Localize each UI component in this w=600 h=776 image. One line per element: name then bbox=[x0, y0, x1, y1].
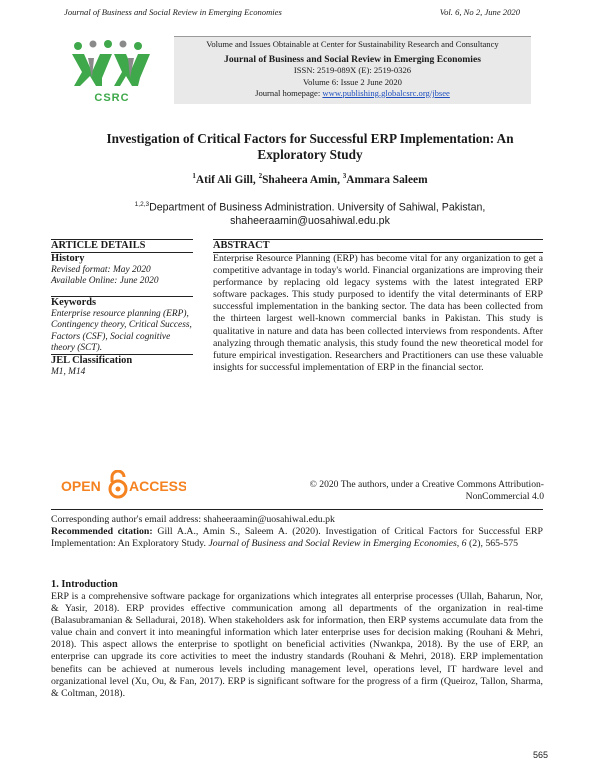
correspondence-block bbox=[51, 514, 543, 551]
csrc-logo-text: CSRC bbox=[94, 92, 130, 104]
page-number: 565 bbox=[532, 750, 548, 760]
history-revised: Revised format: May 2020 bbox=[51, 265, 151, 275]
keywords-list: Enterprise resource planning (ERP), Contingency theory, Critical Success, Factors (CSF), Social cognitive theory (SCT). bbox=[51, 308, 192, 354]
author-list bbox=[100, 172, 520, 186]
jel-codes: M1, M14 bbox=[51, 367, 86, 378]
affiliation-text: Department of Business Administration. University of Sahiwal, Pakistan, bbox=[149, 201, 486, 214]
open-lock-icon bbox=[110, 471, 126, 497]
journal-availability-line: Volume and Issues Obtainable at Center for Sustainability Research and Consultancy bbox=[206, 39, 499, 49]
keywords-label: Keywords bbox=[51, 296, 97, 308]
details-heading: ARTICLE DETAILS bbox=[51, 240, 146, 251]
running-header-journal: Journal of Business and Social Review in Emerging Economies bbox=[64, 7, 282, 17]
citation-label: Recommended citation: bbox=[51, 526, 153, 538]
journal-homepage bbox=[174, 88, 531, 99]
author-2-name: Shaheera Amin, bbox=[262, 173, 343, 186]
recommended-citation bbox=[51, 526, 543, 550]
license-line-2: NonCommercial 4.0 bbox=[465, 491, 544, 502]
open-access-right-text: ACCESS bbox=[129, 478, 186, 494]
open-access-graphic bbox=[61, 470, 186, 500]
license-line-1: © 2020 The authors, under a Creative Commons Attribution- bbox=[309, 479, 544, 490]
citation-pages: (2), 565-575 bbox=[466, 538, 519, 550]
open-access-left-text: OPEN bbox=[61, 478, 101, 494]
license-notice bbox=[290, 479, 544, 503]
author-1-name: Atif Ali Gill, bbox=[195, 173, 259, 186]
journal-issn: ISSN: 2519-089X (E): 2519-0326 bbox=[293, 65, 412, 76]
author-3-name: Ammara Saleem bbox=[346, 173, 428, 186]
citation-journal: Journal of Business and Social Review in Emerging Economies, 6 bbox=[208, 538, 467, 550]
article-title: Investigation of Critical Factors for Successful ERP Implementation: An Exploratory Study bbox=[106, 131, 514, 162]
introduction-section bbox=[51, 579, 543, 700]
introduction-heading: 1. Introduction bbox=[51, 579, 118, 590]
correspondence-rule bbox=[51, 509, 543, 510]
author-3-sup: 3 bbox=[342, 172, 347, 180]
running-header-volume: Vol. 6, No 2, June 2020 bbox=[439, 7, 520, 17]
citation-text: Gill A.A., Amin S., Saleem A. (2020). Investigation of Critical Factors for Successful ERP Implementation: An Exploratory Study. bbox=[51, 526, 543, 550]
journal-name: Journal of Business and Social Review in Emerging Economies bbox=[224, 54, 481, 66]
open-access-logo bbox=[61, 470, 186, 500]
affiliation-sup: 1,2,3 bbox=[134, 201, 150, 208]
homepage-label: Journal homepage: bbox=[255, 87, 323, 98]
affiliation bbox=[100, 198, 520, 228]
homepage-link[interactable]: www.publishing.globalcsrc.org/jbsee bbox=[322, 87, 450, 98]
jel-label: JEL Classification bbox=[51, 355, 133, 367]
corresponding-email: Corresponding author's email address: shaheeraamin@uosahiwal.edu.pk bbox=[51, 514, 335, 525]
abstract-text: Enterprise Resource Planning (ERP) has become vital for any organization to get a competitive advantage in today's world. Financial organizations are improving their performance by replacing old legacy systems with the latest integrated ERP software packages. This study purposed to identify the vital determinants of ERP successful implementation in the banking sector. The data has been collected from the thirteen largest well-known commercial banks in Pakistan. This study is qualitative in nature and data has been collected interviews from respondents. After analyzing through thematic analysis, this study found the new theoretical model for future empirical investigation. Researchers and Practitioners can use these valuable insights for successful implementation of ERP in the financial sector. bbox=[213, 253, 543, 373]
author-1-sup: 1 bbox=[192, 172, 196, 180]
csrc-logo-graphic bbox=[68, 38, 156, 106]
journal-info-box bbox=[174, 36, 531, 104]
history-available: Available Online: June 2020 bbox=[51, 276, 159, 287]
author-2-sup: 2 bbox=[258, 172, 263, 180]
journal-issue: Volume 6: Issue 2 June 2020 bbox=[303, 76, 402, 87]
introduction-text: ERP is a comprehensive software package for organizations which integrates all enterprise processes (Ullah, Baharun, Nor, & Yasir, 2018). ERP provides effective communication among all departments of the organization in real-time (Balasubramanian & Selladurai, 2018). When stakeholders ask for information, then ERP systems accumulate data from the value chain and convert it into meaningful information which later enterprise uses for decision making (Rouhani & Mehri, 2018). This aspect allows the enterprise to spotlight on beneficial activities (Nwankpa, 2018). By the use of ERP, an enterprise can upgrade its core activities to meet the industry standards (Rouhani & Mehri, 2018). ERP implementation benefits can be achieved at numerous levels including management level, operations level, IT hardware level and organizational level (Xu, Ou, & Fan, 2017). ERP is significant software for the progress of a firm (Queiroz, Tallon, Sharma, & Coltman, 2018). bbox=[51, 591, 543, 699]
history-label: History bbox=[51, 253, 85, 264]
article-details bbox=[51, 239, 193, 379]
abstract-heading: ABSTRACT bbox=[213, 240, 270, 251]
author-email: shaheeraamin@uosahiwal.edu.pk bbox=[230, 214, 390, 227]
abstract-section bbox=[213, 239, 543, 374]
csrc-logo bbox=[68, 38, 156, 106]
